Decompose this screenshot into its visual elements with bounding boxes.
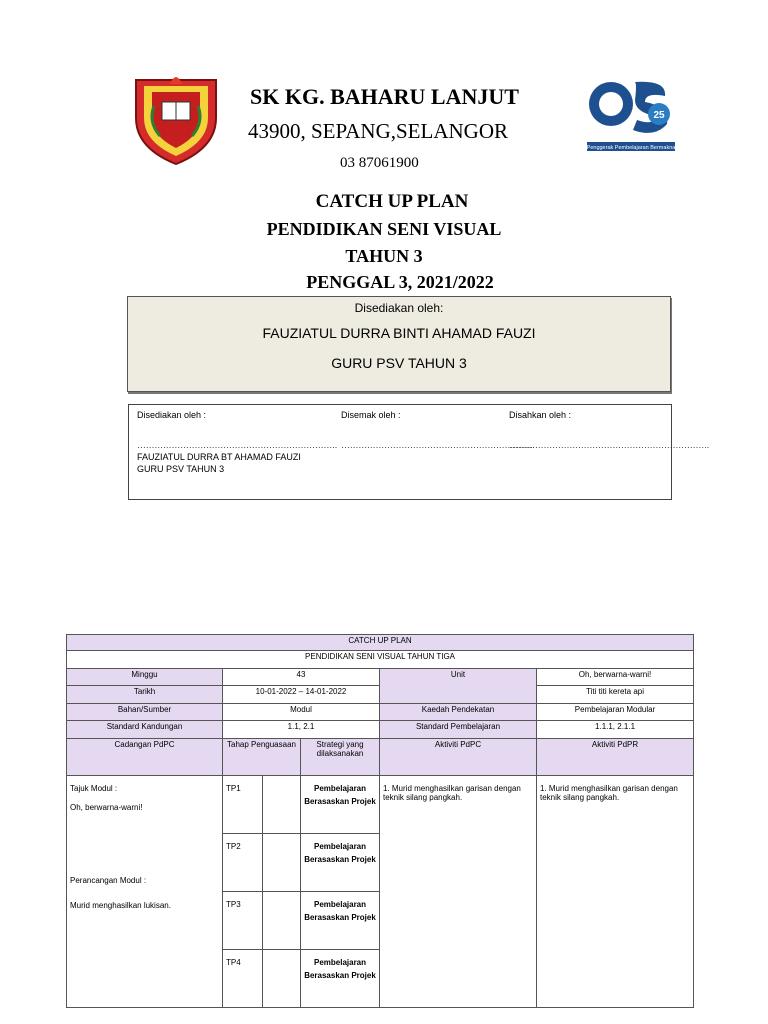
- cadangan-cell: [67, 776, 223, 1008]
- bahan-value: Modul: [223, 704, 380, 721]
- tp3-blank: [263, 892, 301, 950]
- preparer-role: GURU PSV TAHUN 3: [331, 355, 467, 371]
- tp1-label: TP1: [223, 776, 263, 834]
- header-aktiviti-pdpc: Aktiviti PdPC: [380, 739, 537, 776]
- signature-prepared: [137, 410, 337, 474]
- signature-approved: [509, 410, 709, 450]
- strategy-2: Pembelajaran Berasaskan Projek: [301, 834, 380, 892]
- aktiviti-pdpc-cell: 1. Murid menghasilkan garisan dengan teknik silang pangkah.: [380, 776, 537, 1008]
- tp2-blank: [263, 834, 301, 892]
- unit-value: Oh, berwarna-warni!: [537, 669, 694, 686]
- doc-term: PENGGAL 3, 2021/2022: [306, 272, 494, 292]
- header-aktiviti-pdpr: Aktiviti PdPR: [537, 739, 694, 776]
- table-title: CATCH UP PLAN: [67, 635, 694, 651]
- perancangan-modul-label: Perancangan Modul :: [70, 876, 147, 885]
- tp1-blank: [263, 776, 301, 834]
- tp3-label: TP3: [223, 892, 263, 950]
- logo-number: 25: [653, 110, 665, 121]
- tarikh-label: Tarikh: [67, 686, 223, 704]
- header-cadangan: Cadangan PdPC: [67, 739, 223, 776]
- header-tahap: Tahap Penguasaan: [223, 739, 301, 776]
- school-address: 43900, SEPANG,SELANGOR: [248, 119, 509, 143]
- signature-approved-line: …………………………………………………………….: [509, 440, 709, 450]
- signature-prepared-label: Disediakan oleh :: [137, 410, 207, 420]
- signature-prepared-line: …………………………………………………………….: [137, 440, 337, 450]
- tp4-label: TP4: [223, 950, 263, 1008]
- strategy-1: Pembelajaran Berasaskan Projek: [301, 776, 380, 834]
- tajuk-modul-label: Tajuk Modul :: [70, 784, 118, 793]
- preparer-name: FAUZIATUL DURRA BINTI AHAMAD FAUZI: [262, 325, 536, 341]
- minggu-label: Minggu: [67, 669, 223, 686]
- signature-checked-label: Disemak oleh :: [341, 410, 401, 420]
- doc-subject: PENDIDIKAN SENI VISUAL: [266, 219, 502, 239]
- prepared-by-box: [127, 296, 671, 392]
- unit-label: Unit: [380, 669, 537, 704]
- signature-prepared-name: FAUZIATUL DURRA BT AHAMAD FAUZI: [137, 452, 301, 462]
- unit-value-2: Titi titi kereta api: [537, 686, 694, 704]
- signature-approved-label: Disahkan oleh :: [509, 410, 572, 420]
- bahan-label: Bahan/Sumber: [67, 704, 223, 721]
- tp2-label: TP2: [223, 834, 263, 892]
- sp-value: 1.1.1, 2.1.1: [537, 721, 694, 739]
- signature-checked: [341, 410, 534, 450]
- doc-title: CATCH UP PLAN: [315, 191, 469, 212]
- sk-value: 1.1, 2.1: [223, 721, 380, 739]
- signature-checked-line: …………………………………………………………..: [341, 440, 535, 450]
- table-subtitle: PENDIDIKAN SENI VISUAL TAHUN TIGA: [67, 651, 694, 669]
- signature-box: [128, 404, 709, 500]
- school-crest-logo: [130, 66, 222, 166]
- tp4-blank: [263, 950, 301, 1008]
- logo-tagline: Penggerak Pembelajaran Bermakna: [586, 145, 676, 151]
- aktiviti-pdpr-cell: 1. Murid menghasilkan garisan dengan teknik silang pangkah.: [537, 776, 694, 1008]
- ministry-25-logo: [585, 72, 677, 154]
- kaedah-label: Kaedah Pendekatan: [380, 704, 537, 721]
- school-phone: 03 87061900: [340, 155, 419, 171]
- catch-up-plan-table: [66, 634, 694, 1008]
- tajuk-modul-value: Oh, berwarna-warni!: [70, 803, 143, 812]
- signature-prepared-role: GURU PSV TAHUN 3: [137, 464, 225, 474]
- strategy-3: Pembelajaran Berasaskan Projek: [301, 892, 380, 950]
- strategy-4: Pembelajaran Berasaskan Projek: [301, 950, 380, 1008]
- tarikh-value: 10-01-2022 – 14-01-2022: [223, 686, 380, 704]
- sk-label: Standard Kandungan: [67, 721, 223, 739]
- minggu-value: 43: [223, 669, 380, 686]
- header-strategi: Strategi yang dilaksanakan: [301, 739, 380, 776]
- prepared-by-label: Disediakan oleh:: [354, 301, 444, 315]
- perancangan-modul-value: Murid menghasilkan lukisan.: [70, 901, 171, 910]
- kaedah-value: Pembelajaran Modular: [537, 704, 694, 721]
- school-name: SK KG. BAHARU LANJUT: [250, 84, 519, 109]
- sp-label: Standard Pembelajaran: [380, 721, 537, 739]
- doc-year: TAHUN 3: [345, 246, 423, 266]
